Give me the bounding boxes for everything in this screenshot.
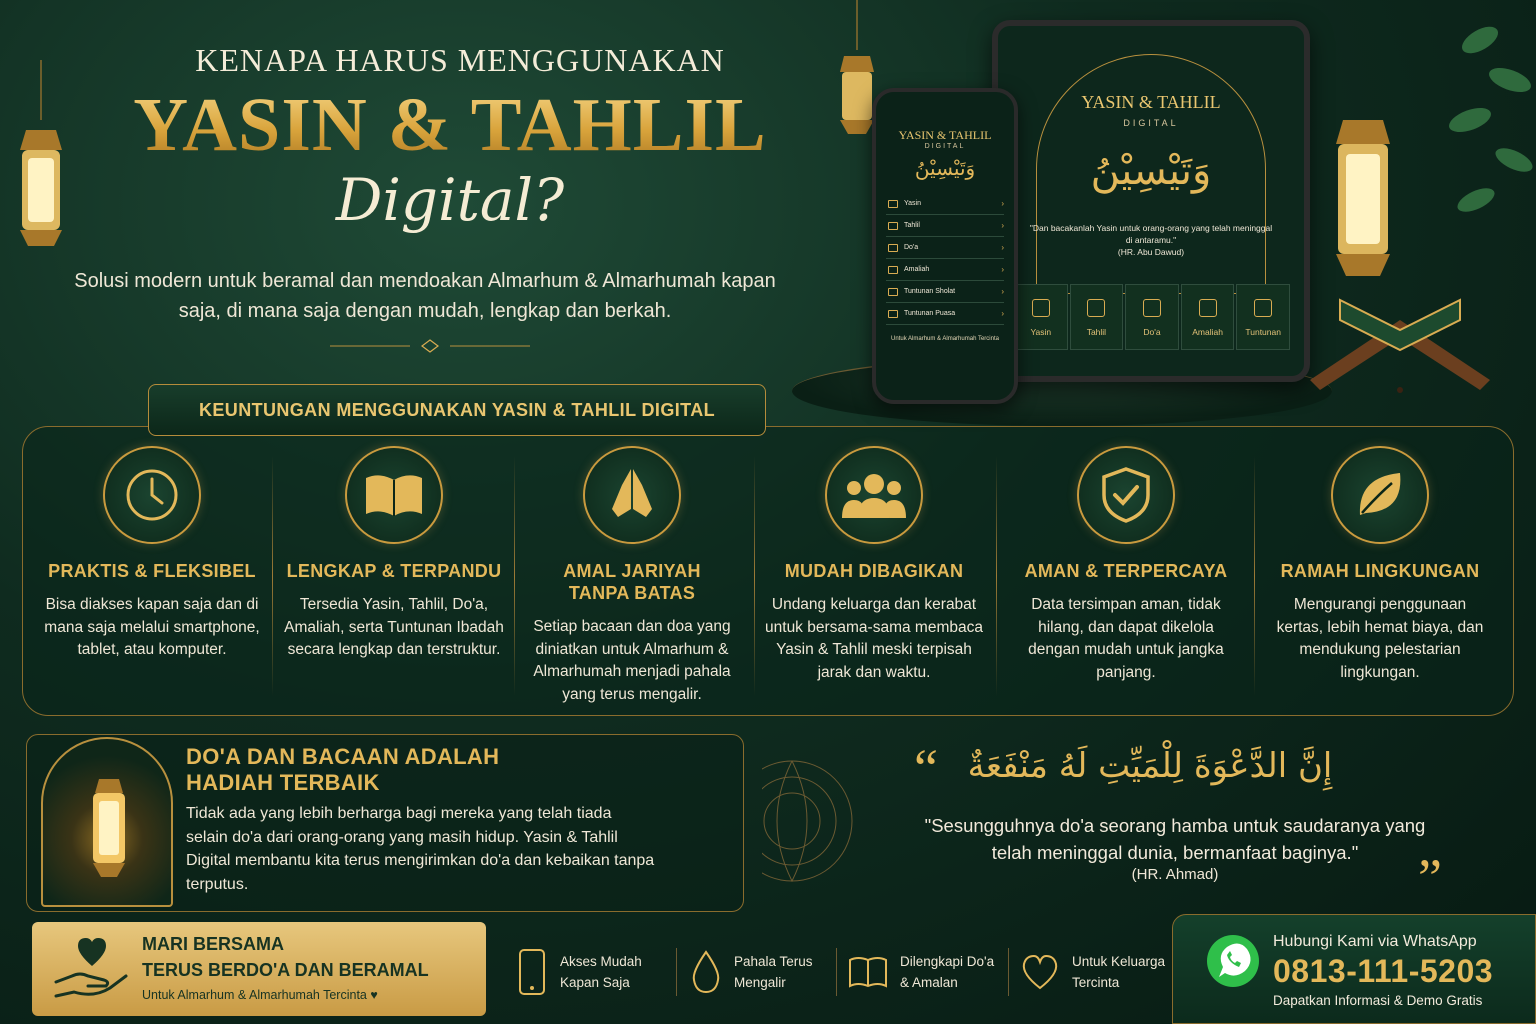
feature-line1: Untuk Keluarga	[1072, 954, 1166, 969]
benefit-text: Bisa diakses kapan saja dan di mana saja melalui smartphone, tablet, atau komputer.	[44, 596, 260, 658]
cta-line1: MARI BERSAMA	[142, 934, 284, 954]
benefit-title: LENGKAP & TERPANDU	[286, 561, 502, 581]
book-icon	[888, 200, 898, 208]
header-kicker: KENAPA HARUS MENGGUNAKAN	[195, 42, 725, 78]
benefit-card	[1008, 446, 1244, 716]
clock-icon	[103, 446, 201, 544]
doa-title-line1: DO'A DAN BACAAN ADALAH	[186, 744, 500, 769]
tablet-tile-amaliah[interactable]	[1181, 284, 1235, 350]
feature-line2: Kapan Saja	[560, 975, 630, 990]
leaf-icon	[1331, 446, 1429, 544]
feature-text	[560, 951, 642, 993]
mosque-icon	[888, 288, 898, 296]
benefit-text: Mengurangi penggunaan kertas, lebih hemat biaya, dan mendukung pelestarian lingkungan.	[1276, 596, 1484, 681]
quote-open-mark: “	[914, 738, 938, 798]
doa-title	[186, 744, 499, 796]
tablet-tiles	[1014, 284, 1290, 350]
tile-label: Tuntunan	[1245, 327, 1281, 337]
tablet-subtitle: DIGITAL	[1123, 118, 1179, 128]
menu-label: Tuntunan Puasa	[904, 310, 956, 317]
feature-text	[734, 951, 813, 993]
feature-item	[516, 944, 642, 1000]
tile-label: Amaliah	[1192, 327, 1223, 337]
people-icon	[825, 446, 923, 544]
phone-menu-item-doa[interactable]	[886, 237, 1004, 259]
book-icon	[1087, 299, 1105, 317]
whatsapp-subtext: Dapatkan Informasi & Demo Gratis	[1273, 993, 1483, 1008]
feature-line1: Dilengkapi Do'a	[900, 954, 995, 969]
chevron-right-icon: ›	[1001, 309, 1004, 318]
tablet-tile-tahlil[interactable]	[1070, 284, 1124, 350]
book-icon	[345, 446, 443, 544]
feature-line1: Akses Mudah	[560, 954, 642, 969]
separator	[272, 456, 273, 696]
lantern-left-icon	[6, 60, 76, 260]
heart-icon	[1020, 952, 1060, 992]
quran-stand-icon	[1300, 260, 1500, 410]
benefit-text: Undang keluarga dan kerabat untuk bersama-sama membaca Yasin & Tahlil meski terpisah jarak dan waktu.	[765, 596, 983, 681]
book-icon	[1032, 299, 1050, 317]
benefit-text: Setiap bacaan dan doa yang diniatkan untuk Almarhum & Almarhumah menjadi pahala yang terus mengalir.	[533, 618, 731, 703]
quote-arabic: إِنَّ الدَّعْوَةَ لِلْمَيِّتِ لَهُ مَنْفَعَةٌ	[967, 746, 1333, 786]
benefit-card	[514, 446, 750, 716]
header-subtitle: Solusi modern untuk beramal dan mendoakan Almarhum & Almarhumah kapan saja, di mana saja dengan mudah, lengkap dan berkah.	[74, 270, 776, 322]
feature-item	[1020, 944, 1165, 1000]
whatsapp-number[interactable]: 0813-111-5203	[1273, 953, 1494, 989]
chevron-right-icon: ›	[1001, 265, 1004, 274]
cta-line2: TERUS BERDO'A DAN BERAMAL	[142, 960, 429, 980]
phone-menu-item-yasin[interactable]	[886, 193, 1004, 215]
benefit-title: PRAKTIS & FLEKSIBEL	[48, 561, 256, 581]
feature-text	[1072, 951, 1165, 993]
benefit-title: AMAL JARIYAH TANPA BATAS	[563, 561, 701, 603]
menu-label: Amaliah	[904, 266, 930, 273]
separator	[836, 948, 837, 996]
phone-arabic: وَتَيْسِيْنُ	[914, 158, 976, 180]
tablet-tile-tuntunan[interactable]	[1236, 284, 1290, 350]
separator	[1008, 948, 1009, 996]
quote-translation: "Sesungguhnya do'a seorang hamba untuk saudaranya yang telah meninggal dunia, bermanfaat baginya."	[924, 815, 1426, 863]
tablet-quote-source: (HR. Abu Dawud)	[1117, 247, 1185, 257]
tablet-tile-yasin[interactable]	[1014, 284, 1068, 350]
smartphone-icon	[516, 948, 548, 996]
doa-title-line2: HADIAH TERBAIK	[186, 770, 380, 795]
menu-label: Do'a	[904, 244, 919, 251]
ornament-divider-icon	[330, 338, 530, 354]
phone-menu-item-puasa[interactable]	[886, 303, 1004, 325]
chevron-right-icon: ›	[1001, 199, 1004, 208]
header-title: YASIN & TAHLIL	[100, 82, 800, 169]
shield-check-icon	[1077, 446, 1175, 544]
cta-card	[32, 922, 486, 1016]
chevron-right-icon: ›	[1001, 221, 1004, 230]
benefit-card	[276, 446, 512, 716]
separator	[996, 456, 997, 696]
phone-menu-item-amaliah[interactable]	[886, 259, 1004, 281]
cta-line3: Untuk Almarhum & Almarhumah Tercinta ♥	[142, 988, 378, 1002]
moon-icon	[888, 310, 898, 318]
compass-icon	[1254, 299, 1272, 317]
separator	[754, 456, 755, 696]
feature-item	[848, 944, 994, 1000]
feature-item	[690, 944, 813, 1000]
phone-menu	[886, 193, 1004, 325]
tablet-tile-doa[interactable]	[1125, 284, 1179, 350]
doa-text: Tidak ada yang lebih berharga bagi mereka yang telah tiada selain do'a dari orang-orang yang masih hidup. Yasin & Tahlil Digital membantu kita terus mengirimkan do'a dan kebaikan tanpa terputus.	[186, 805, 655, 893]
tablet-arabic: وَتَيْسِيْنُ	[1090, 149, 1212, 193]
tile-label: Do'a	[1143, 327, 1161, 337]
benefit-title: AMAN & TERPERCAYA	[1024, 561, 1228, 581]
phone-menu-item-sholat[interactable]	[886, 281, 1004, 303]
whatsapp-label: Hubungi Kami via WhatsApp	[1273, 933, 1477, 950]
menu-label: Tuntunan Sholat	[904, 288, 956, 295]
benefit-text: Tersedia Yasin, Tahlil, Do'a, Amaliah, serta Tuntunan Ibadah secara lengkap dan terstruktur.	[284, 596, 504, 658]
phone-title: YASIN & TAHLIL	[898, 128, 992, 142]
ornament-mandala-icon	[762, 736, 882, 906]
phone-menu-item-tahlil[interactable]	[886, 215, 1004, 237]
heart-icon	[1199, 299, 1217, 317]
menu-label: Tahlil	[904, 222, 920, 229]
chevron-right-icon: ›	[1001, 287, 1004, 296]
whatsapp-icon	[1205, 933, 1261, 989]
feature-line2: Tercinta	[1072, 975, 1120, 990]
droplet-icon	[690, 948, 722, 996]
feature-line1: Pahala Terus	[734, 954, 813, 969]
book-icon	[888, 222, 898, 230]
feature-text	[900, 951, 994, 993]
tablet-quote	[1028, 222, 1274, 258]
phone-footer: Untuk Almarhum & Almarhumah Tercinta	[891, 336, 999, 342]
benefits-heading: KEUNTUNGAN MENGGUNAKAN YASIN & TAHLIL DIGITAL	[148, 384, 766, 436]
header-script: Digital?	[335, 166, 565, 234]
hands-icon	[888, 244, 898, 252]
benefit-card	[1262, 446, 1498, 716]
phone-mockup	[872, 88, 1018, 404]
quote-source: (HR. Ahmad)	[1131, 866, 1219, 883]
tile-label: Tahlil	[1086, 327, 1107, 337]
quote-close-mark: ”	[1418, 848, 1442, 908]
star-icon	[888, 266, 898, 274]
people-icon	[1143, 299, 1161, 317]
chevron-right-icon: ›	[1001, 243, 1004, 252]
feature-line2: & Amalan	[900, 975, 958, 990]
tablet-title: YASIN & TAHLIL	[1081, 92, 1221, 112]
open-book-icon	[848, 952, 888, 992]
benefit-title: MUDAH DIBAGIKAN	[784, 561, 964, 581]
tablet-mockup	[992, 20, 1310, 382]
phone-subtitle: DIGITAL	[924, 143, 966, 150]
feature-line2: Mengalir	[734, 975, 786, 990]
benefit-card	[34, 446, 270, 716]
tablet-quote-text: "Dan bacakanlah Yasin untuk orang-orang yang telah meninggal di antaramu."	[1029, 223, 1273, 245]
menu-label: Yasin	[904, 200, 921, 207]
separator	[676, 948, 677, 996]
benefit-text: Data tersimpan aman, tidak hilang, dan dapat dikelola dengan mudah untuk jangka panjang.	[1028, 596, 1224, 681]
tile-label: Yasin	[1030, 327, 1052, 337]
benefit-title: RAMAH LINGKUNGAN	[1280, 561, 1480, 581]
whatsapp-contact[interactable]	[1172, 914, 1536, 1024]
praying-hands-icon	[583, 446, 681, 544]
heart-hand-icon	[54, 936, 130, 1002]
lantern-niche-icon	[41, 737, 173, 907]
benefit-card	[756, 446, 992, 716]
separator	[1254, 456, 1255, 696]
